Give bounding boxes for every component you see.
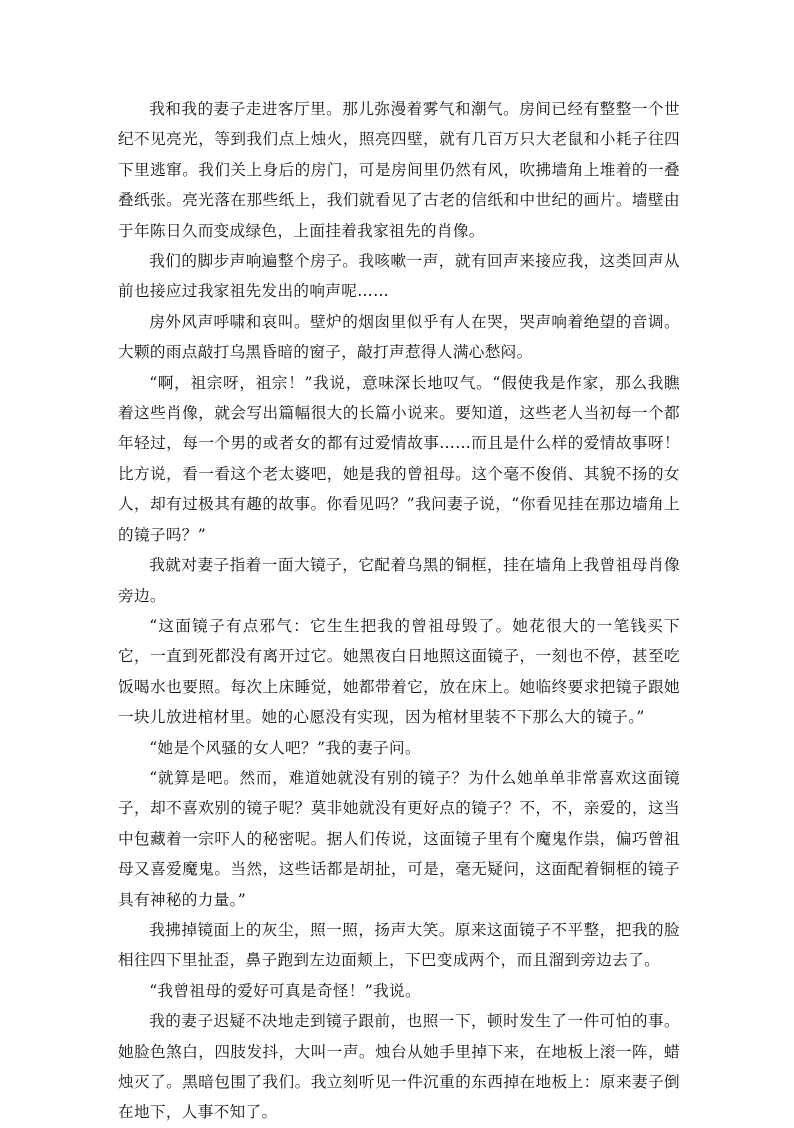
paragraph: “我曾祖母的爱好可真是奇怪！”我说。 xyxy=(149,981,421,1000)
paragraph: 我和我的妻子走进客厅里。那儿弥漫着雾气和潮气。房间已经有整整一个世纪不见亮光，等到我们点上烛火，照亮四壁，就有几百万只大老鼠和小耗子往四下里逃窜。我们关上身后的房门，可是房间里仍然有风，吹拂墙角上堆着的一叠叠纸张。亮光落在那些纸上，我们就看见了古老的信纸和中世纪的画片。墙壁由于年陈日久而变成绿色，上面挂着我家祖先的肖像。 xyxy=(118,100,680,240)
paragraph: “啊，祖宗呀，祖宗！”我说，意味深长地叹气。“假使我是作家，那么我瞧着这些肖像，就会写出篇幅很大的长篇小说来。要知道，这些老人当初每一个都年轻过，每一个男的或者女的都有过爱情故事……而且是什么样的爱情故事呀！比方说，看一看这个老太婆吧，她是我的曾祖母。这个毫不俊俏、其貌不扬的女人，却有过极其有趣的故事。你看见吗？”我问妻子说，“你看见挂在那边墙角上的镜子吗？” xyxy=(118,373,680,544)
paragraph: “就算是吧。然而，难道她就没有别的镜子？为什么她单单非常喜欢这面镜子，却不喜欢别的镜子呢？莫非她就没有更好点的镜子？不，不，亲爱的，这当中包藏着一宗吓人的秘密呢。据人们传说，这面镜子里有个魔鬼作祟，偏巧曾祖母又喜爱魔鬼。当然，这些话都是胡扯，可是，毫无疑问，这面配着铜框的镜子具有神秘的力量。” xyxy=(118,768,680,909)
paragraph: 我的妻子迟疑不决地走到镜子跟前，也照一下，顿时发生了一件可怕的事。她脸色煞白，四肢发抖，大叫一声。烛台从她手里掉下来，在地板上滚一阵，蜡烛灭了。黑暗包围了我们。我立刻听见一件沉重的东西掉在地板上：原来妻子倒在地下，人事不知了。 xyxy=(118,1012,680,1122)
paragraph: 我就对妻子指着一面大镜子，它配着乌黑的铜框，挂在墙角上我曾祖母肖像旁边。 xyxy=(118,556,680,605)
paragraph: “这面镜子有点邪气：它生生把我的曾祖母毁了。她花很大的一笔钱买下它，一直到死都没有离开过它。她黑夜白日地照这面镜子，一刻也不停，甚至吃饭喝水也要照。每次上床睡觉，她都带着它，放在床上。她临终要求把镜子跟她一块儿放进棺材里。她的心愿没有实现，因为棺材里装不下那么大的镜子。” xyxy=(118,616,680,727)
paragraph: 我们的脚步声响遍整个房子。我咳嗽一声，就有回声来接应我，这类回声从前也接应过我家祖先发出的响声呢…… xyxy=(118,252,680,301)
paragraph: “她是个风骚的女人吧？”我的妻子问。 xyxy=(149,738,421,757)
paragraph: 房外风声呼啸和哀叫。壁炉的烟囱里似乎有人在哭，哭声响着绝望的音调。大颗的雨点敲打乌黑昏暗的窗子，敲打声惹得人满心愁闷。 xyxy=(118,312,680,362)
story-text xyxy=(118,94,680,1128)
paragraph: 我拂掉镜面上的灰尘，照一照，扬声大笑。原来这面镜子不平整，把我的脸相往四下里扯歪，鼻子跑到左边面颊上，下巴变成两个，而且溜到旁边去了。 xyxy=(118,920,680,970)
